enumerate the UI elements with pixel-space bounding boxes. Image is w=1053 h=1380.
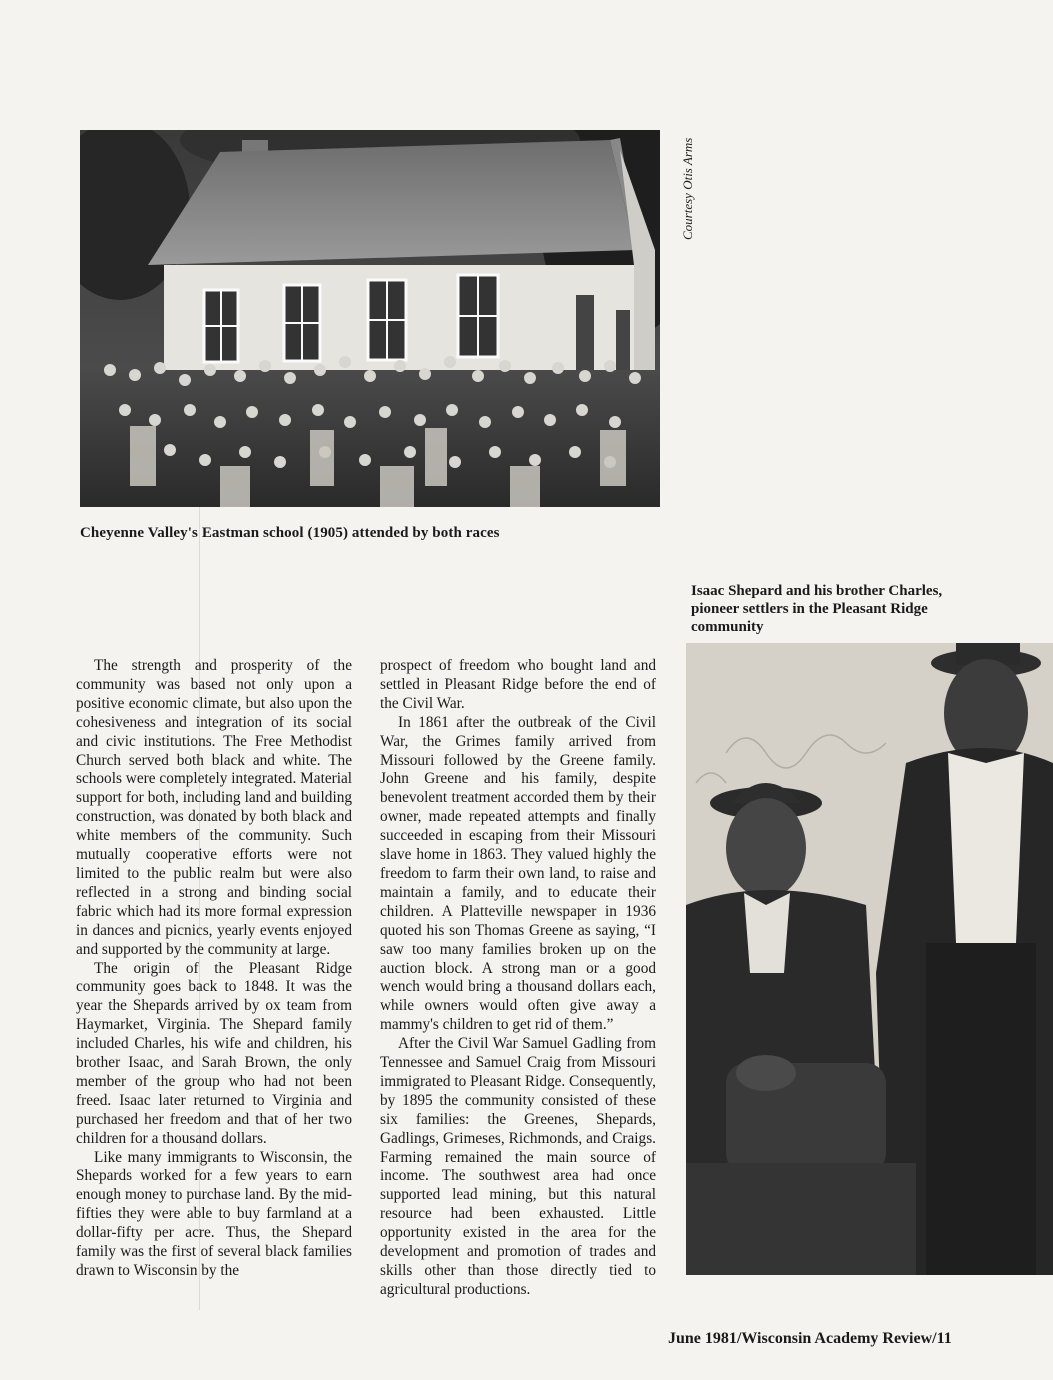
paragraph: Like many immigrants to Wisconsin, the Shepards worked for a few years to earn enough money to purchase land. By the mid-fifties they were able to buy farmland at a dollar-fifty per acre. Thus, the Shepard family was the first of several black families drawn to Wisconsin by the [76, 1148, 352, 1279]
page-footer: June 1981/Wisconsin Academy Review/11 [668, 1330, 952, 1347]
paragraph: The origin of the Pleasant Ridge community goes back to 1848. It was the year the Shepards arrived by ox team from Haymarket, Virginia. The Shepard family included Charles, his wife and children, his brother Isaac, and Sarah Brown, the only member of the group who had not been freed. Isaac later returned to Virginia and purchased her freedom and that of her two children for a thousand dollars. [76, 959, 352, 1147]
schoolhouse-photo [80, 130, 660, 507]
paragraph: In 1861 after the outbreak of the Civil War, the Grimes family arrived from Missouri followed by the Greene family. John Greene and his family, despite benevolent treatment accorded them by their owner, made repeated attempts and finally succeeded in escaping from their Missouri slave home in 1863. They valued highly the freedom to farm their own land, to raise and maintain a family, and to educate their children. A Platteville newspaper in 1936 quoted his son Thomas Greene as saying, “I saw too many families broken up on the auction block. A strong man or a good wench would bring a thousand dollars each, while owners would often give away a mammy's children to get rid of them.” [380, 713, 656, 1034]
paragraph: The strength and prosperity of the community was based not only upon a positive economic climate, but also upon the cohesiveness and integration of its social and civic institutions. The Free Methodist Church served both black and white. The schools were completely integrated. Material support for both, including land and building construction, was donated by both black and white members of the community. Such mutually cooperative efforts were not limited to the public realm but were also reflected in a strong and binding social fabric which had its more formal expression in dances and picnics, yearly events enjoyed and supported by the community at large. [76, 657, 352, 958]
shepard-photo-caption: Isaac Shepard and his brother Charles, pioneer settlers in the Pleasant Ridge community [691, 583, 943, 635]
article-column-1 [76, 657, 352, 1281]
paragraph: After the Civil War Samuel Gadling from Tennessee and Samuel Craig from Missouri immigrated to Pleasant Ridge. Consequently, by 1895 the community consisted of these six families: the Greenes, Shepards, Gadlings, Grimeses, Richmonds, and Craigs. Farming remained the main source of income. The southwest area had once supported lead mining, but this natural resource had been exhausted. Little opportunity existed in the area for the development and promotion of trades and skills other than those directly tied to agricultural productions. [380, 1035, 657, 1298]
paragraph: prospect of freedom who bought land and settled in Pleasant Ridge before the end of the Civil War. [380, 657, 656, 712]
article-column-2 [380, 657, 656, 1300]
photo-credit: Courtesy Otis Arms [680, 137, 695, 240]
schoolhouse-photo-caption: Cheyenne Valley's Eastman school (1905) attended by both races [80, 525, 500, 541]
shepard-brothers-photo [686, 643, 1053, 1275]
